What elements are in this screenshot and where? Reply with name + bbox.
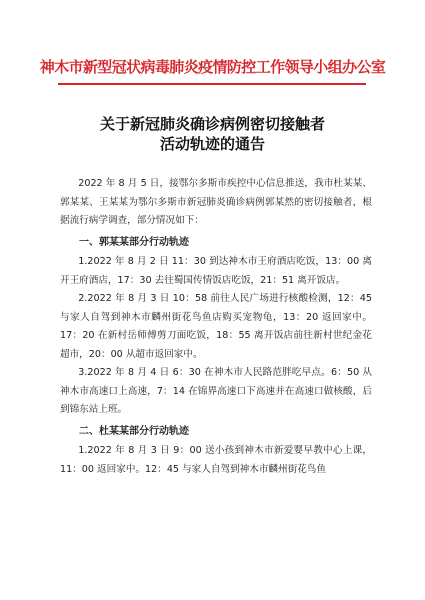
guo-item-3: 3.2022 年 8 月 4 日 6：30 在神木市人民路范胖吃早点。6：50 从神木市高速口上高速，7：14 在锦界高速口下高速并在高速口做核酸，后到锦东站上班。 bbox=[60, 367, 372, 415]
section-heading-du: 二、杜某某部分行动轨迹 bbox=[79, 425, 189, 437]
section-heading-guo: 一、郭某某部分行动轨迹 bbox=[79, 236, 189, 248]
guo-item-2: 2.2022 年 8 月 3 日 10：58 前往人民广场进行核酸检测，12：45 与家人自驾到神木市麟州街花鸟鱼店购买宠物龟，13：20 返回家中。17：20 在新村岳师傅剪刀面吃饭，18：55 离开饭店前往新村世纪金花超市，20：00 从超市返回家中。 bbox=[60, 293, 372, 360]
notice-title-line-2: 活动轨迹的通告 bbox=[159, 135, 265, 153]
guo-item-1: 1.2022 年 8 月 2 日 11：30 到达神木市王府酒店吃饭，13：00 离开王府酒店，17：30 去往蜀国传情饭店吃饭，21：51 离开饭店。 bbox=[60, 256, 372, 286]
notice-body bbox=[60, 175, 372, 479]
notice-title bbox=[0, 114, 425, 154]
intro-paragraph: 2022 年 8 月 5 日，接鄂尔多斯市疾控中心信息推送，我市杜某某、郭某某、王某某为鄂尔多斯市新冠肺炎确诊病例郭某然的密切接触者，根据流行病学调查，部分情况如下： bbox=[60, 178, 372, 226]
letterhead-title: 神木市新型冠状病毒肺炎疫情防控工作领导小组办公室 bbox=[39, 58, 386, 76]
du-item-1: 1.2022 年 8 月 3 日 9：00 送小孩到神木市新爱婴早教中心上课，11：00 返回家中。12：45 与家人自驾到神木市麟州街花鸟鱼 bbox=[60, 445, 372, 475]
letterhead-red-rule bbox=[58, 83, 366, 85]
notice-title-line-1: 关于新冠肺炎确诊病例密切接触者 bbox=[99, 115, 325, 133]
